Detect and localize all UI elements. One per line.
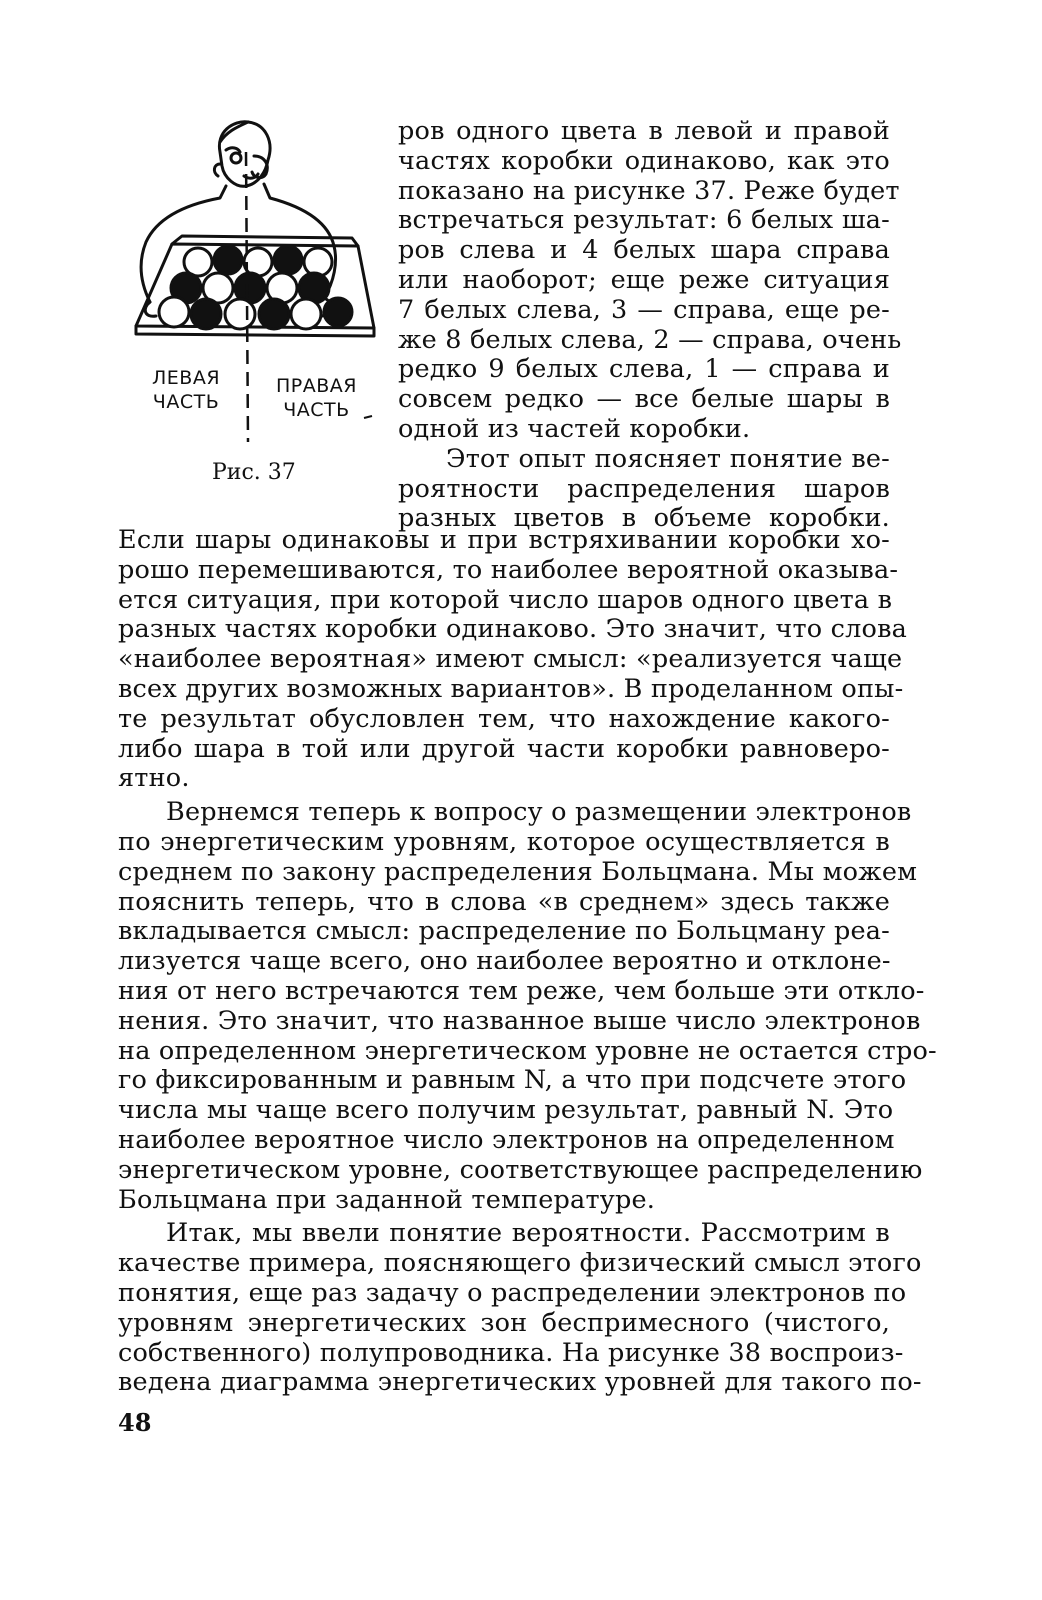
text-line: те результат обусловлен тем, что нахождение какого- xyxy=(118,703,890,734)
text-line: на определенном энергетическом уровне не остается стро- xyxy=(118,1035,937,1066)
page-number: 48 xyxy=(118,1408,152,1437)
text-line: нения. Это значит, что названное выше число электронов xyxy=(118,1005,921,1036)
paragraph-2 xyxy=(118,797,937,1215)
text-line: среднем по закону распределения Больцмана. Мы можем xyxy=(118,856,918,887)
text-line: ятно. xyxy=(118,763,190,794)
text-line: или наоборот; еще реже ситуация xyxy=(398,264,890,295)
text-line: вкладывается смысл: распределение по Больцману реа- xyxy=(118,916,890,947)
paragraph-1 xyxy=(118,525,908,794)
text-line: собственного) полупроводника. На рисунке 38 воспроиз- xyxy=(118,1337,904,1368)
text-line: всех других возможных вариантов». В проделанном опы- xyxy=(118,673,904,704)
text-line: ния от него встречаются тем реже, чем больше эти откло- xyxy=(118,975,925,1006)
text-line: рошо перемешиваются, то наиболее вероятной оказыва- xyxy=(118,554,899,585)
text-line: по энергетическим уровням, которое осуществляется в xyxy=(118,826,890,857)
text-line: уровням энергетических зон беспримесного (чистого, xyxy=(118,1307,890,1338)
text-line: редко 9 белых слева, 1 — справа и xyxy=(398,354,890,385)
text-line: пояснить теперь, что в слова «в среднем» здесь также xyxy=(118,886,890,917)
text-line: 7 белых слева, 3 — справа, еще ре- xyxy=(398,294,890,325)
text-line: либо шара в той или другой части коробки равноверо- xyxy=(118,733,890,764)
text-line: ров одного цвета в левой и правой xyxy=(398,116,890,146)
figure-37 xyxy=(128,112,388,512)
text-line: встречаться результат: 6 белых ша- xyxy=(398,205,890,236)
text-line: показано на рисунке 37. Реже будет xyxy=(398,175,900,206)
figure-caption: Рис. 37 xyxy=(212,460,296,485)
text-line: одной из частей коробки. xyxy=(398,413,751,444)
text-line: же 8 белых слева, 2 — справа, очень xyxy=(398,324,902,355)
text-line: совсем редко — все белые шары в xyxy=(398,384,890,415)
paragraph-3 xyxy=(118,1218,922,1398)
text-line: ведена диаграмма энергетических уровней для такого по- xyxy=(118,1367,922,1398)
text-line: «наиболее вероятная» имеют смысл: «реализуется чаще xyxy=(118,644,903,675)
text-line: наиболее вероятное число электронов на определенном xyxy=(118,1124,895,1155)
text-line: ров слева и 4 белых шара справа xyxy=(398,235,890,266)
text-line: частях коробки одинаково, как это xyxy=(398,145,890,176)
right-column-text xyxy=(398,116,902,534)
text-line: энергетическом уровне, соответствующее распределению xyxy=(118,1154,923,1185)
text-line: понятия, еще раз задачу о распределении электронов по xyxy=(118,1277,907,1308)
text-line: лизуется чаще всего, оно наиболее вероятно и отклоне- xyxy=(118,946,891,977)
text-line: разных цветов в объеме коробки. xyxy=(398,503,890,534)
text-line: Если шары одинаковы и при встряхивании коробки хо- xyxy=(118,525,890,555)
text-line: Вернемся теперь к вопросу о размещении электронов xyxy=(166,797,912,828)
text-line: Этот опыт поясняет понятие ве- xyxy=(446,443,890,474)
text-line: ется ситуация, при которой число шаров одного цвета в xyxy=(118,584,893,615)
text-line: роятности распределения шаров xyxy=(398,473,890,504)
text-line: числа мы чаще всего получим результат, равный N. Это xyxy=(118,1095,894,1126)
text-line: разных частях коробки одинаково. Это значит, что слова xyxy=(118,614,908,645)
text-line: Итак, мы ввели понятие вероятности. Рассмотрим в xyxy=(166,1218,890,1249)
left-part-label: ЛЕВАЯ ЧАСТЬ xyxy=(152,367,221,413)
main-text xyxy=(118,525,937,1398)
text-line: го фиксированным и равным N, а что при подсчете этого xyxy=(118,1065,907,1096)
text-line: Больцмана при заданной температуре. xyxy=(118,1184,656,1215)
text-line: качестве примера, поясняющего физический смысл этого xyxy=(118,1248,922,1279)
right-part-label: ПРАВАЯ ЧАСТЬ xyxy=(276,375,357,421)
